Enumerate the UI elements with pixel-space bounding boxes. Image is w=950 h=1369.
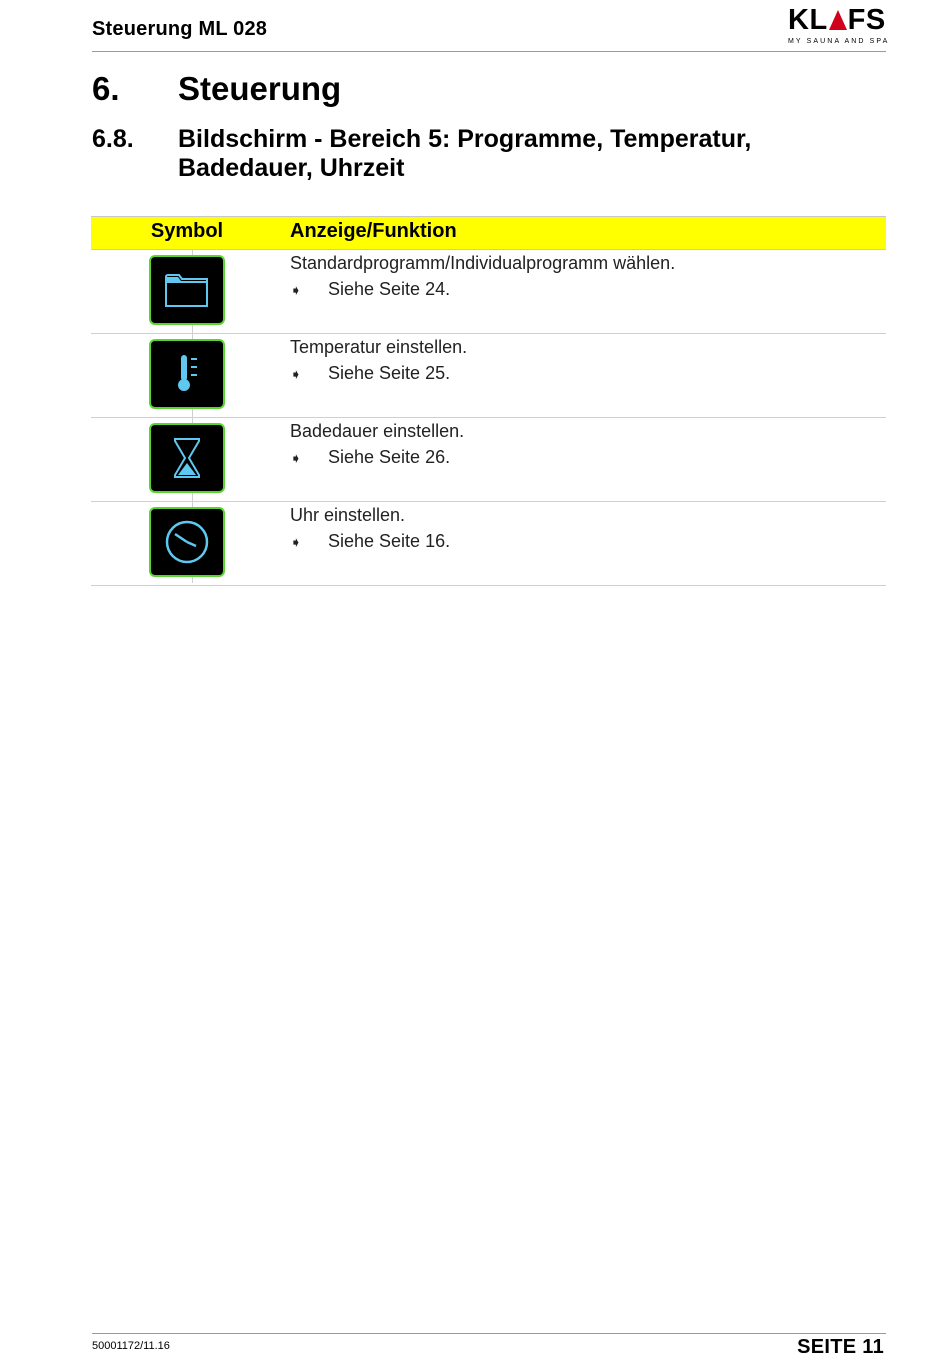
arrow-bullet-icon: ➧ bbox=[290, 282, 302, 298]
arrow-bullet-icon: ➧ bbox=[290, 534, 302, 550]
clock-icon bbox=[151, 509, 223, 575]
page-number: SEITE 11 bbox=[797, 1336, 884, 1358]
thermometer-icon bbox=[151, 341, 223, 407]
row-description: Temperatur einstellen. bbox=[290, 337, 468, 357]
row-description: Standardprogramm/Individualprogramm wählen. bbox=[290, 253, 676, 273]
subsection-number: 6.8. bbox=[92, 125, 134, 153]
table-row bbox=[91, 334, 886, 418]
row-reference[interactable]: ➧ Siehe Seite 26. bbox=[290, 447, 451, 467]
row-reference[interactable]: ➧ Siehe Seite 16. bbox=[290, 531, 451, 551]
clock-button[interactable] bbox=[149, 507, 225, 577]
footer-divider bbox=[92, 1333, 886, 1334]
row-reference[interactable]: ➧ Siehe Seite 24. bbox=[290, 279, 451, 299]
duration-button[interactable] bbox=[149, 423, 225, 493]
folder-icon bbox=[151, 257, 223, 323]
logo-wordmark: KL FS bbox=[788, 4, 886, 36]
section-number: 6. bbox=[92, 70, 120, 107]
row-description: Badedauer einstellen. bbox=[290, 421, 465, 441]
column-header-symbol: Symbol bbox=[150, 220, 224, 242]
hourglass-icon bbox=[151, 425, 223, 491]
program-button[interactable] bbox=[149, 255, 225, 325]
table-row bbox=[91, 250, 886, 334]
section-title: Steuerung bbox=[178, 70, 342, 107]
subsection-title: Bildschirm - Bereich 5: Programme, Temperatur, Badedauer, Uhrzeit bbox=[178, 125, 752, 182]
document-number: 50001172/11.16 bbox=[92, 1340, 170, 1352]
logo-tagline: MY SAUNA AND SPA bbox=[788, 38, 890, 45]
symbol-table bbox=[91, 216, 886, 586]
temperature-button[interactable] bbox=[149, 339, 225, 409]
table-row bbox=[91, 502, 886, 586]
page-header-title: Steuerung ML 028 bbox=[92, 18, 268, 40]
row-reference[interactable]: ➧ Siehe Seite 25. bbox=[290, 363, 451, 383]
header-divider bbox=[92, 51, 886, 52]
table-row bbox=[91, 418, 886, 502]
column-header-function: Anzeige/Funktion bbox=[290, 220, 457, 242]
row-description: Uhr einstellen. bbox=[290, 505, 406, 525]
logo-triangle-icon bbox=[829, 10, 847, 30]
table-header bbox=[91, 216, 886, 250]
arrow-bullet-icon: ➧ bbox=[290, 366, 302, 382]
arrow-bullet-icon: ➧ bbox=[290, 450, 302, 466]
klafs-logo bbox=[788, 4, 888, 46]
